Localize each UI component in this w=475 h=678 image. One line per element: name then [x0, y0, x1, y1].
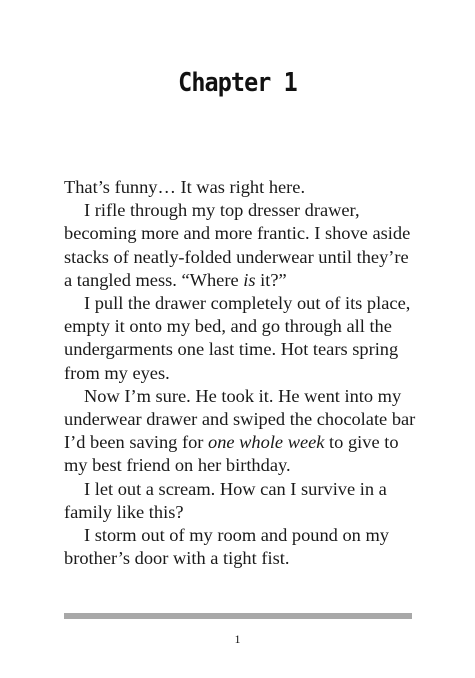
emphasis-text: one whole week: [208, 432, 325, 453]
paragraph-text: That’s funny… It was right here.: [64, 177, 306, 197]
chapter-body: [64, 176, 416, 570]
paragraph: [64, 524, 416, 570]
page-number: 1: [234, 632, 241, 646]
paragraph: [64, 292, 416, 385]
paragraph-text: I rifle through my top dresser drawer, becoming more and more frantic. I shove aside stacks of neatly-folded underwear until they’re a tangled mess. “Where: [64, 200, 411, 290]
paragraph-text: it?”: [255, 269, 287, 290]
footer-rule: [64, 613, 412, 619]
paragraph-text: I pull the drawer completely out of its place, empty it onto my bed, and go through all the undergarments one last time. Hot tears spring from my eyes.: [64, 293, 411, 383]
paragraph-text: I let out a scream. How can I survive in a family like this?: [64, 478, 387, 522]
emphasis-text: is: [243, 269, 256, 290]
paragraph: [64, 478, 416, 524]
paragraph-text: Now I’m sure. He took it. He went into my underwear drawer and swiped the chocolate bar I’d been saving for: [64, 385, 416, 453]
paragraph-text: to give to my best friend on her birthday.: [64, 432, 399, 476]
paragraph: [64, 385, 416, 478]
paragraph: [64, 176, 416, 199]
paragraph: [64, 199, 416, 292]
chapter-title: Chapter 1: [178, 68, 297, 98]
paragraph-text: I storm out of my room and pound on my brother’s door with a tight fist.: [64, 525, 389, 569]
